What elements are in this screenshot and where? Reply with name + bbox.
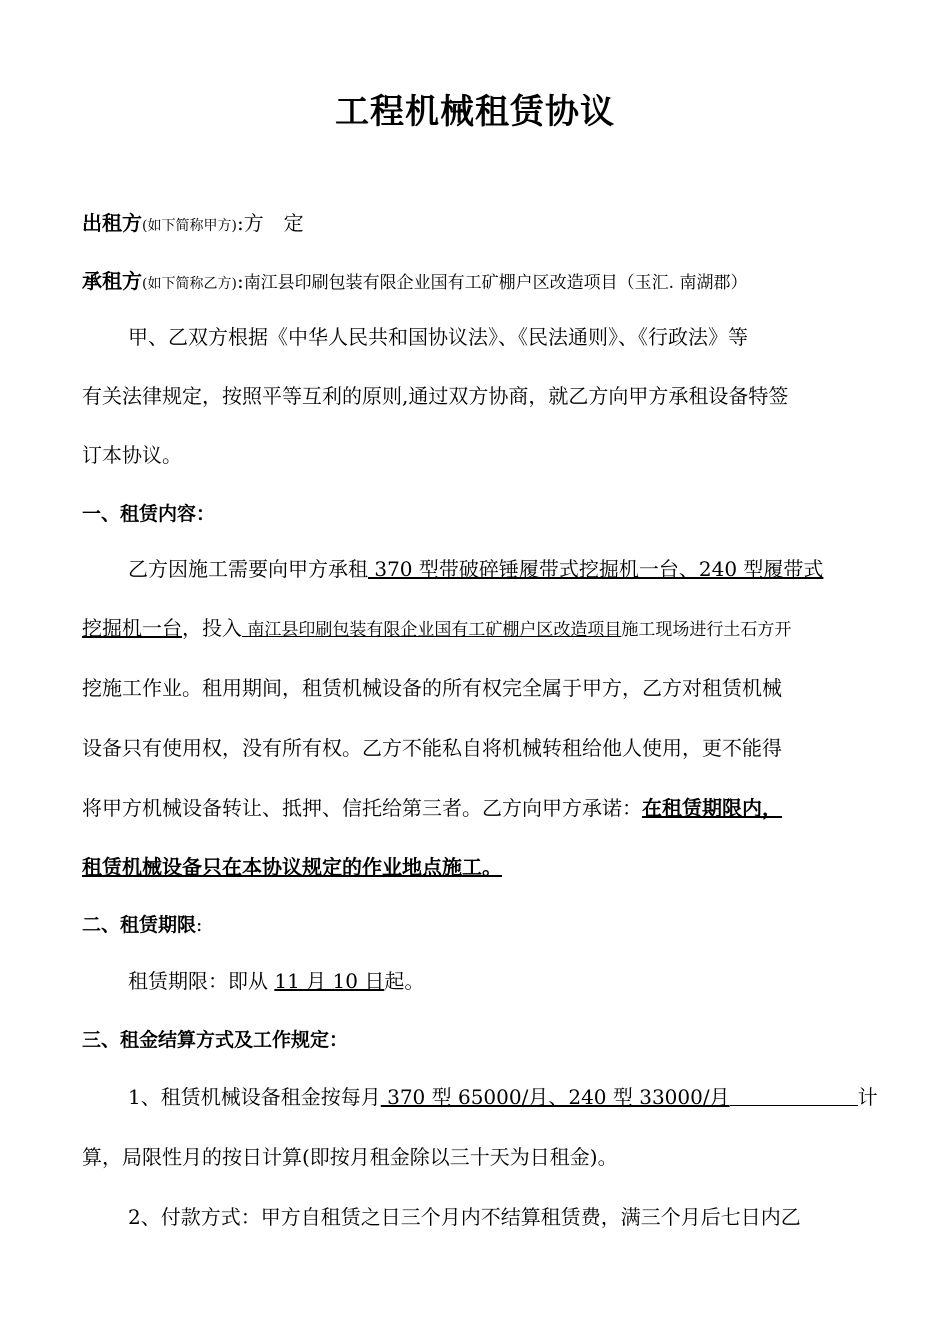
lessee-note: (如下简称乙方) bbox=[142, 276, 237, 292]
section-1-line-1 bbox=[128, 554, 882, 584]
section-2-heading bbox=[82, 910, 882, 940]
s3-p1-blank bbox=[730, 1085, 858, 1106]
section-3-para-1-line-2: 算，局限性月的按日计算(即按月租金除以三十天为日租金)。 bbox=[82, 1145, 618, 1169]
intro-line-1: 甲、乙双方根据《中华人民共和国协议法》、《民法通则》、《行政法》等 bbox=[128, 325, 748, 349]
section-1-line-6 bbox=[82, 852, 882, 882]
lessor-line bbox=[82, 208, 882, 241]
section-1-line-3: 挖施工作业。租用期间，租赁机械设备的所有权完全属于甲方，乙方对租赁机械 bbox=[82, 676, 782, 700]
intro-line-3: 订本协议。 bbox=[82, 443, 182, 467]
lessor-colon: : bbox=[236, 211, 244, 235]
s3-p1-text: 1、租赁机械设备租金按每月 bbox=[128, 1085, 381, 1109]
s2-heading-colon: : bbox=[196, 914, 203, 936]
lessee-colon: : bbox=[236, 269, 244, 293]
s1-l5-text: 将甲方机械设备转让、抵押、信托给第三者。乙方向甲方承诺： bbox=[82, 796, 642, 820]
intro-line-2: 有关法律规定，按照平等互利的原则,通过双方协商，就乙方向甲方承租设备特签 bbox=[82, 384, 789, 408]
section-3-para-2-line-1: 2、付款方式：甲方自租赁之日三个月内不结算租赁费，满三个月后七日内乙 bbox=[128, 1205, 801, 1229]
s1-l2-project: 南江县印刷包装有限企业国有工矿棚户区改造项目 bbox=[242, 620, 622, 640]
section-3-para-1-line-1 bbox=[128, 1082, 882, 1112]
section-1-line-4: 设备只有使用权，没有所有权。乙方不能私自将机械转租给他人使用，更不能得 bbox=[82, 736, 782, 760]
s1-l2-post: 施工现场进行土石方开 bbox=[621, 620, 792, 640]
s1-l2-equipment: 挖掘机一台 bbox=[82, 616, 182, 640]
s1-l6-promise: 租赁机械设备只在本协议规定的作业地点施工。 bbox=[82, 855, 502, 879]
s2-l1-text: 租赁期限：即从 bbox=[128, 969, 275, 993]
section-3-heading: 三、租金结算方式及工作规定： bbox=[82, 1029, 349, 1051]
lessee-label: 承租方 bbox=[82, 269, 142, 293]
section-2-line-1 bbox=[128, 966, 882, 996]
section-1-line-5 bbox=[82, 793, 882, 823]
lessor-name: 方 定 bbox=[243, 211, 304, 235]
lessee-line bbox=[82, 266, 882, 299]
s2-heading-text: 二、租赁期限 bbox=[82, 914, 197, 936]
s3-p1-post: 计 bbox=[857, 1085, 878, 1109]
lessor-label: 出租方 bbox=[82, 211, 142, 235]
s1-l2-mid: ，投入 bbox=[182, 616, 242, 640]
section-1-heading: 一、租赁内容： bbox=[82, 503, 216, 525]
document-title: 工程机械租赁协议 bbox=[335, 92, 615, 132]
s2-l1-date: 11 月 10 日 bbox=[274, 969, 385, 993]
section-1-line-2 bbox=[82, 613, 882, 645]
s2-l1-post: 起。 bbox=[384, 969, 425, 993]
s1-l5-promise: 在租赁期限内， bbox=[642, 796, 782, 820]
s1-l1-equipment: 370 型带破碎锤履带式挖掘机一台、240 型履带式 bbox=[368, 557, 824, 581]
s1-l1-text: 乙方因施工需要向甲方承租 bbox=[128, 557, 368, 581]
s3-p1-rent: 370 型 65000/月、240 型 33000/月 bbox=[380, 1085, 730, 1109]
lessor-note: (如下简称甲方) bbox=[142, 218, 237, 234]
lessee-name: 南江县印刷包装有限企业国有工矿棚户区改造项目（玉汇. 南湖郡） bbox=[243, 273, 748, 293]
